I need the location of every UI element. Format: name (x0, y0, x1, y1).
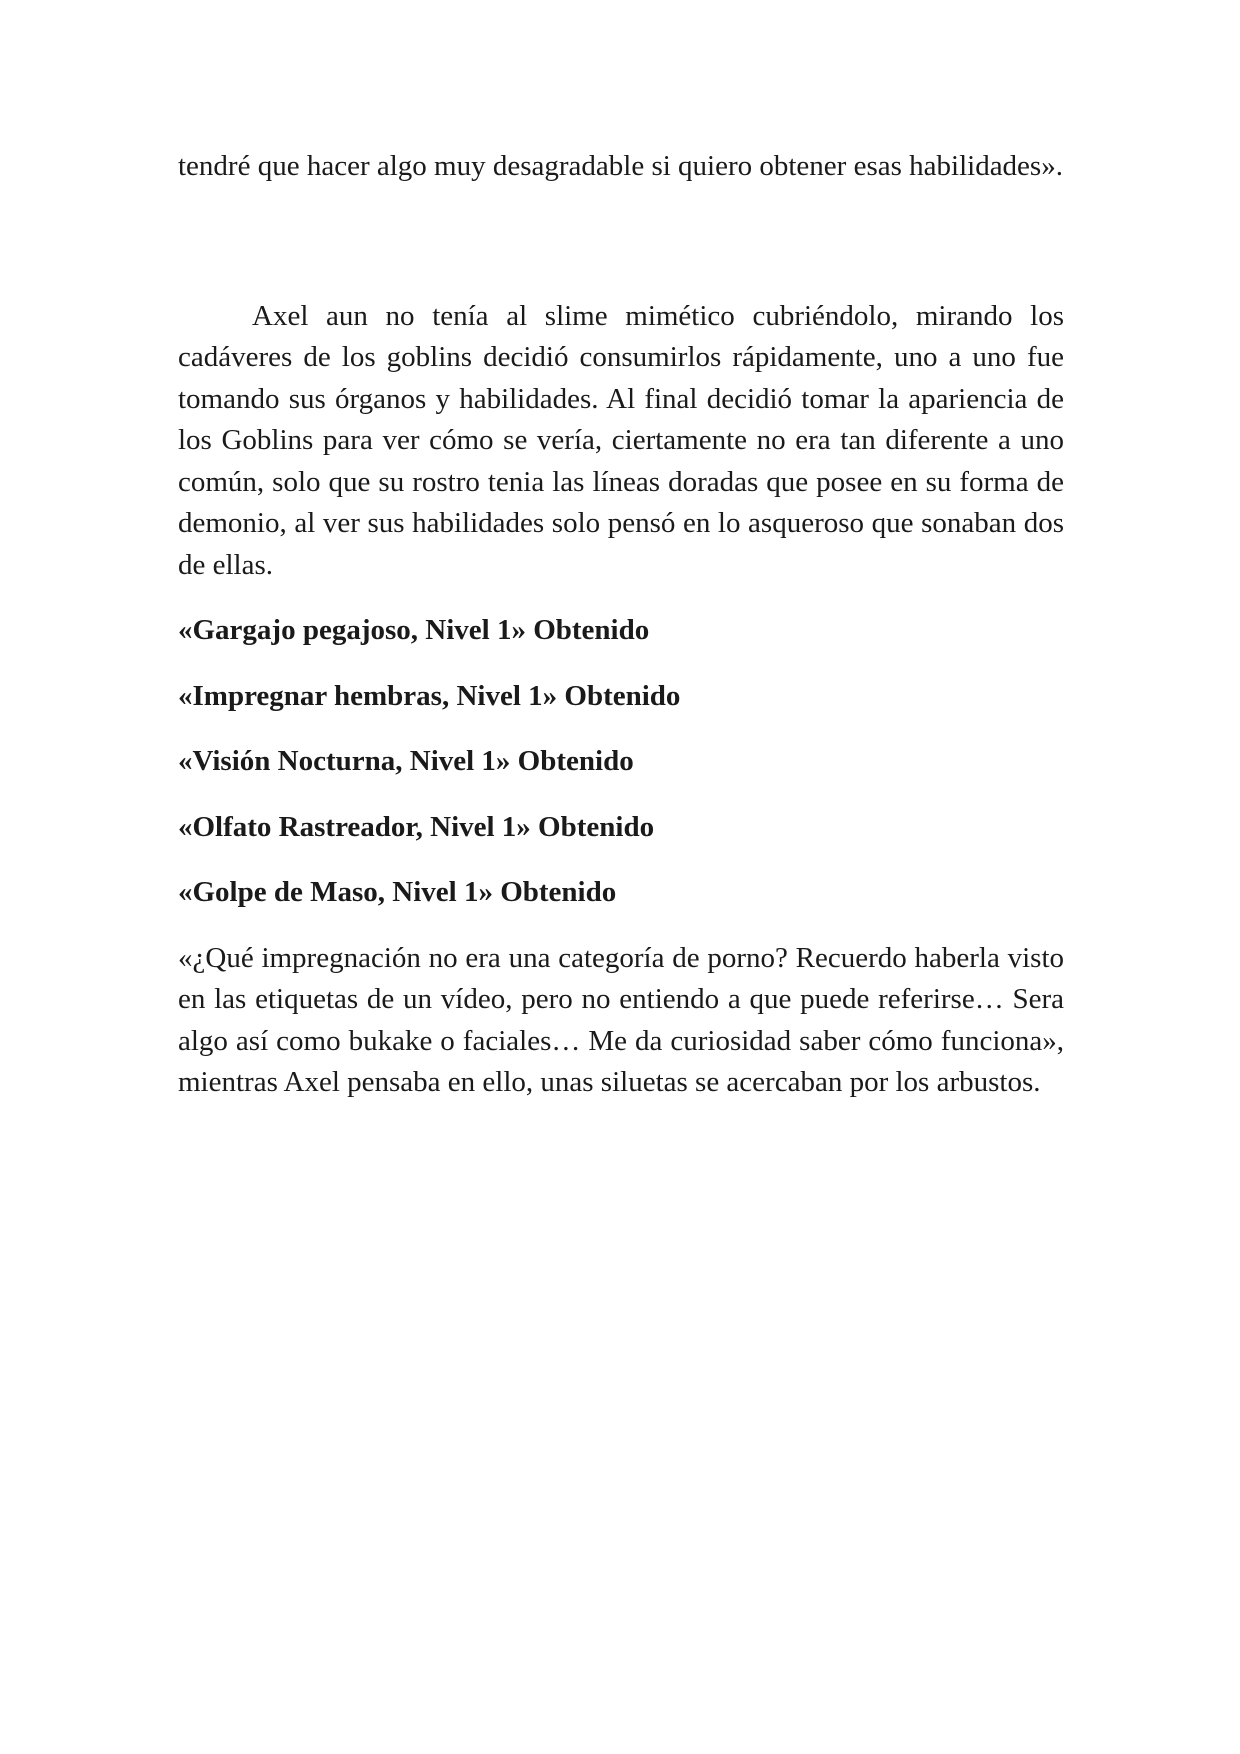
skill-line: «Impregnar hembras, Nivel 1» Obtenido (178, 679, 681, 712)
paragraph-continuation: tendré que hacer algo muy desagradable si quiero obtener esas habilidades». (178, 150, 1063, 182)
paragraph-main: Axel aun no tenía al slime mimético cubriéndolo, mirando los cadáveres de los goblins decidió consumirlos rápidamente, uno a uno fue tomando sus órganos y habilidades. Al final decidió tomar la apariencia de los Goblins para ver cómo se vería, ciertamente no era tan diferente a uno común, solo que su rostro tenia las líneas doradas que posee en su forma de demonio, al ver sus habilidades solo pensó en lo asqueroso que sonaban dos de ellas. (178, 299, 1064, 581)
body-text (178, 146, 1064, 1104)
paragraph-final: «¿Qué impregnación no era una categoría de porno? Recuerdo haberla visto en las etiquetas de un vídeo, pero no entiendo a que puede referirse… Sera algo así como bukake o faciales… Me da curiosidad saber cómo funciona», mientras Axel pensaba en ello, unas siluetas se acercaban por los arbustos. (178, 941, 1064, 1098)
skill-line: «Olfato Rastreador, Nivel 1» Obtenido (178, 810, 655, 843)
skill-line: «Gargajo pegajoso, Nivel 1» Obtenido (178, 614, 650, 646)
skill-line: «Visión Nocturna, Nivel 1» Obtenido (178, 745, 634, 777)
skill-line: «Golpe de Maso, Nivel 1» Obtenido (178, 876, 617, 908)
